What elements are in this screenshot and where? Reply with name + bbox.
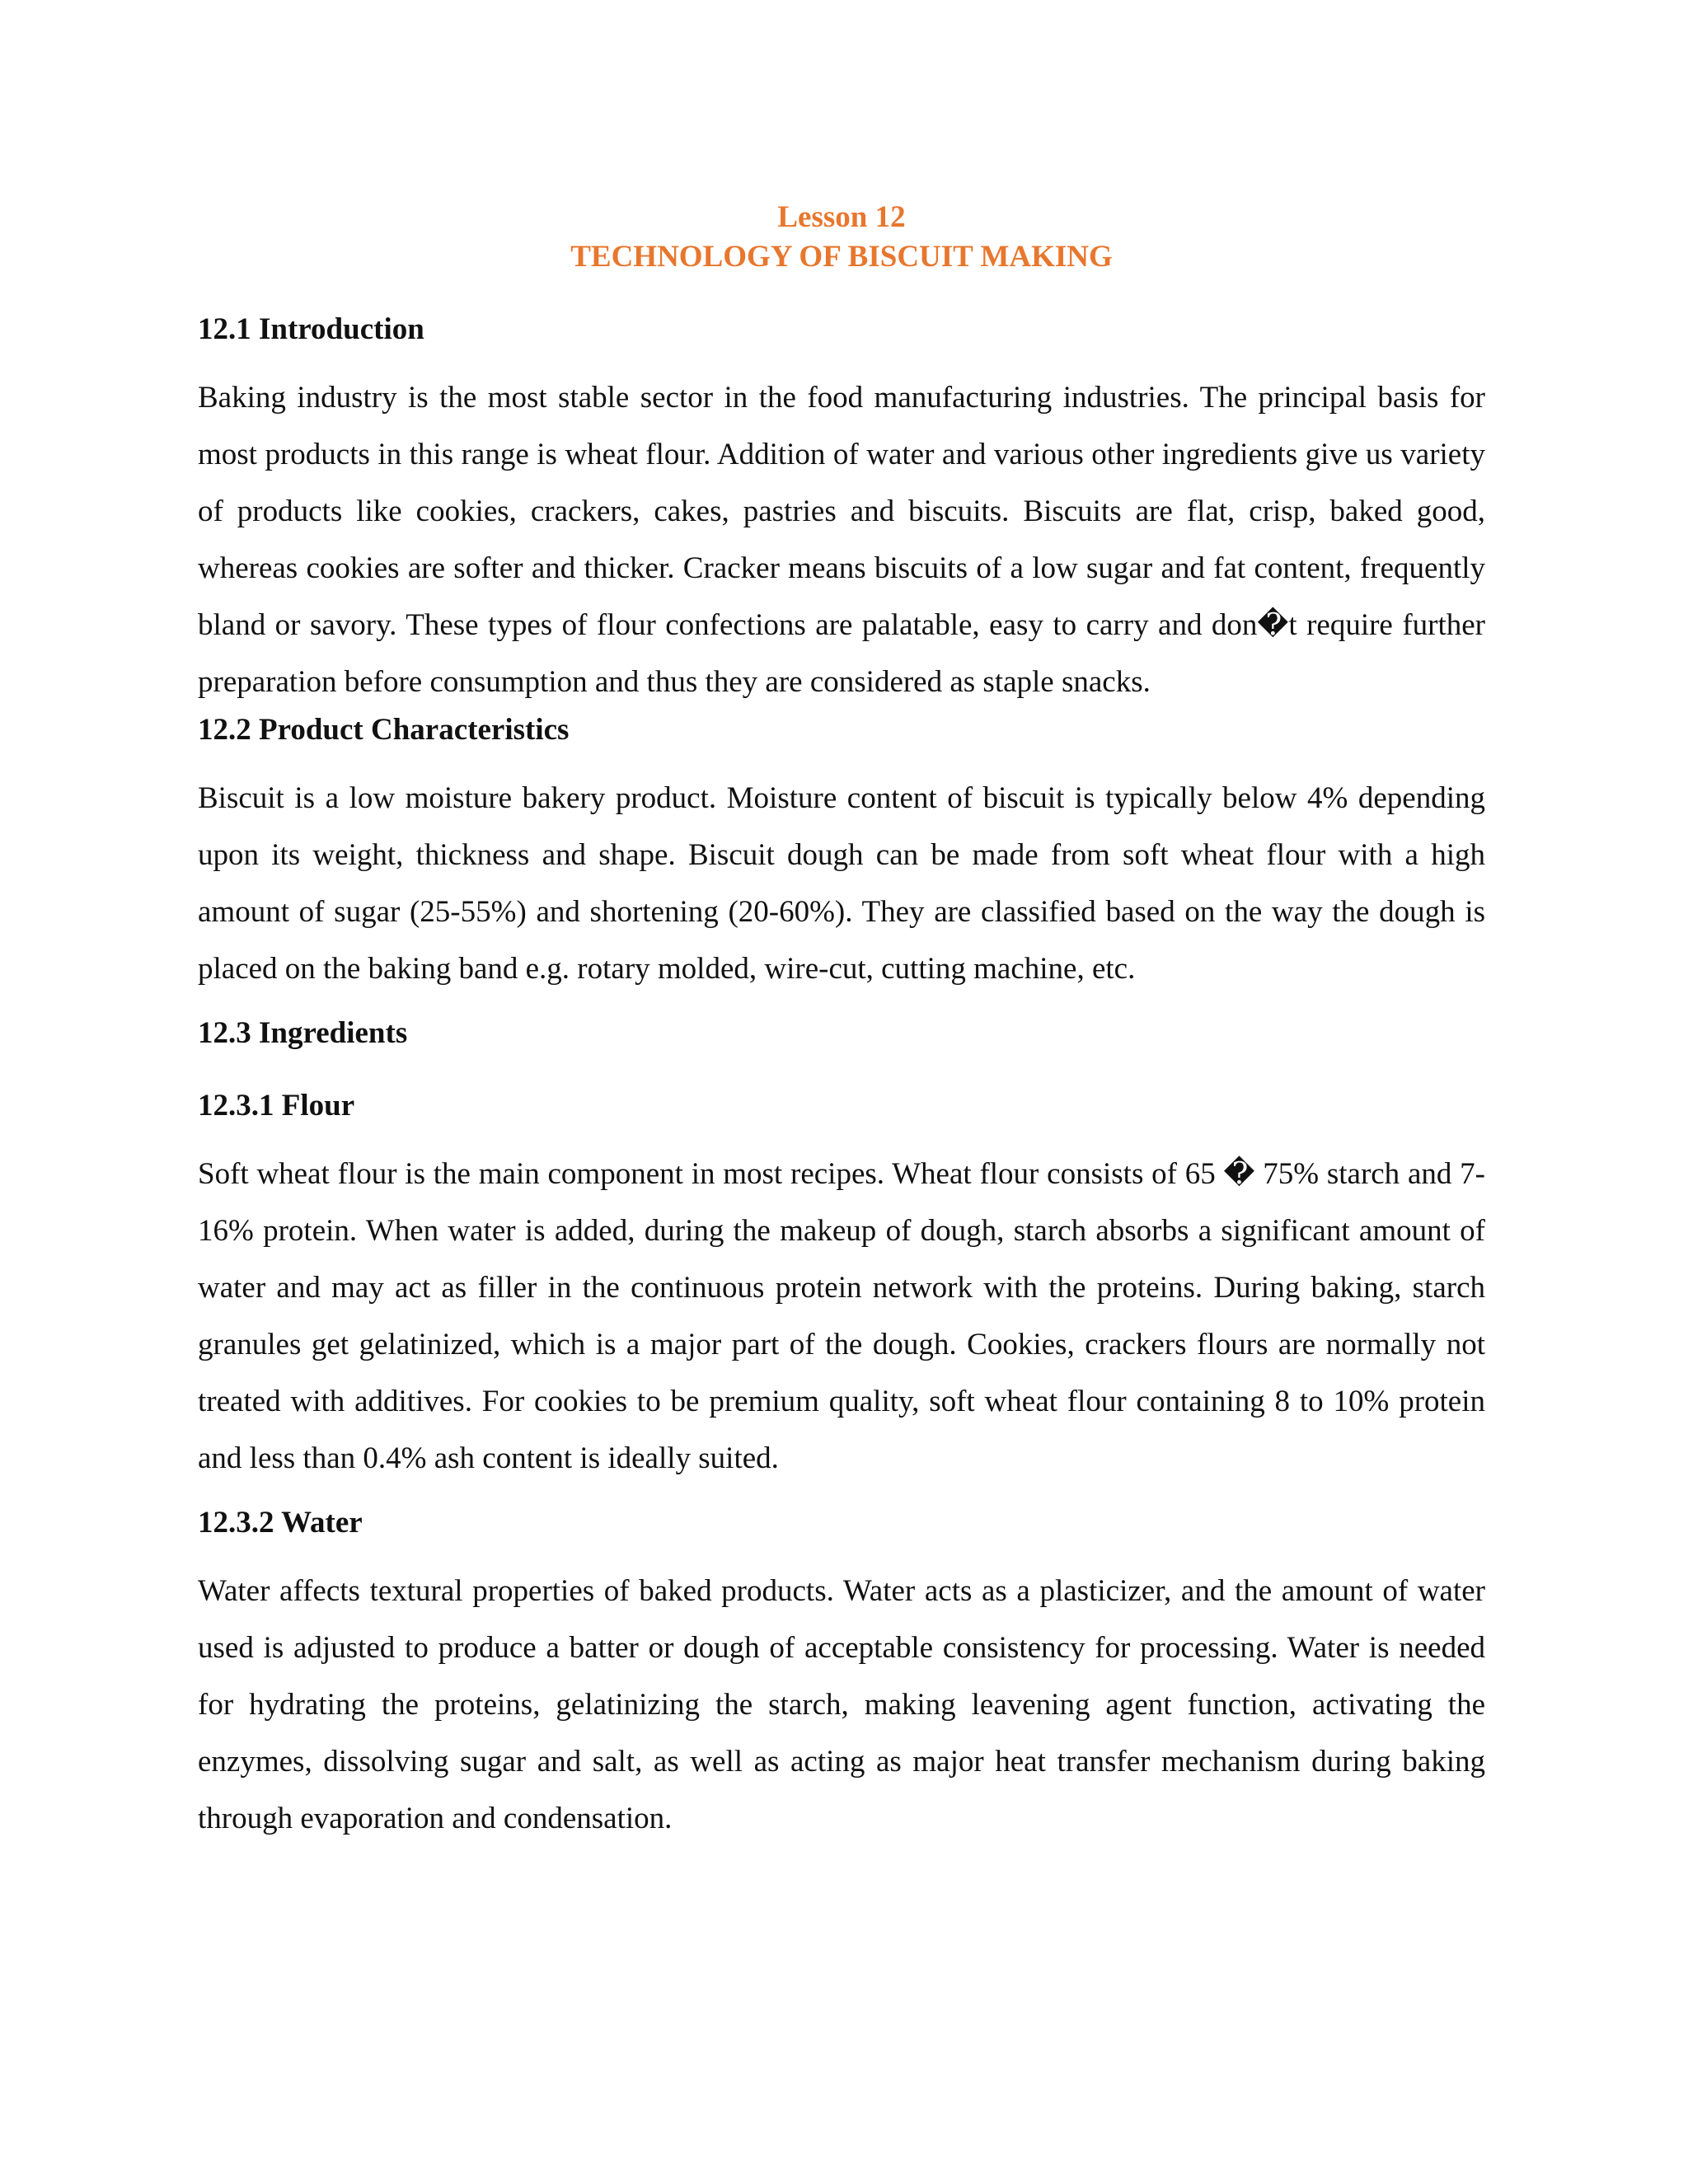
lesson-title: TECHNOLOGY OF BISCUIT MAKING	[570, 240, 1113, 274]
paragraph-introduction: Baking industry is the most stable sector in the food manufacturing industries. The principal basis for most products in this range is wheat flour. Addition of water and various other ingredients give us variety of products like cookies, crackers, cakes, pastries and biscuits. Biscuits are flat, crisp, baked good, whereas cookies are softer and thicker. Cracker means biscuits of a low sugar and fat content, frequently bland or savory. These types of flour confections are palatable, easy to carry and don�t require further preparation before consumption and thus they are considered as staple snacks.	[198, 381, 1485, 699]
section-heading-ingredients: 12.3 Ingredients	[198, 1016, 408, 1050]
subsection-heading-flour: 12.3.1 Flour	[198, 1089, 355, 1122]
paragraph-product-characteristics: Biscuit is a low moisture bakery product. Moisture content of biscuit is typically below 4% depending upon its weight, thickness and shape. Biscuit dough can be made from soft wheat flour with a high amount of sugar (25-55%) and shortening (20-60%). They are classified based on the way the dough is placed on the baking band e.g. rotary molded, wire-cut, cutting machine, etc.	[198, 781, 1485, 986]
paragraph-water: Water affects textural properties of baked products. Water acts as a plasticizer, and the amount of water used is adjusted to produce a batter or dough of acceptable consistency for processing. Water is needed for hydrating the proteins, gelatinizing the starch, making leavening agent function, activating the enzymes, dissolving sugar and salt, as well as acting as major heat transfer mechanism during baking through evaporation and condensation.	[198, 1574, 1485, 1835]
section-heading-product-characteristics: 12.2 Product Characteristics	[198, 713, 570, 747]
subsection-heading-water: 12.3.2 Water	[198, 1506, 363, 1540]
section-heading-introduction: 12.1 Introduction	[198, 312, 424, 346]
lesson-number: Lesson 12	[777, 200, 906, 234]
document-page	[198, 198, 1485, 1847]
paragraph-flour: Soft wheat flour is the main component in most recipes. Wheat flour consists of 65 � 75% starch and 7- 16% protein. When water is added, during the makeup of dough, starch absorbs a significant amount of water and may act as filler in the continuous protein network with the proteins. During baking, starch granules get gelatinized, which is a major part of the dough. Cookies, crackers flours are normally not treated with additives. For cookies to be premium quality, soft wheat flour containing 8 to 10% protein and less than 0.4% ash content is ideally suited.	[198, 1157, 1485, 1475]
